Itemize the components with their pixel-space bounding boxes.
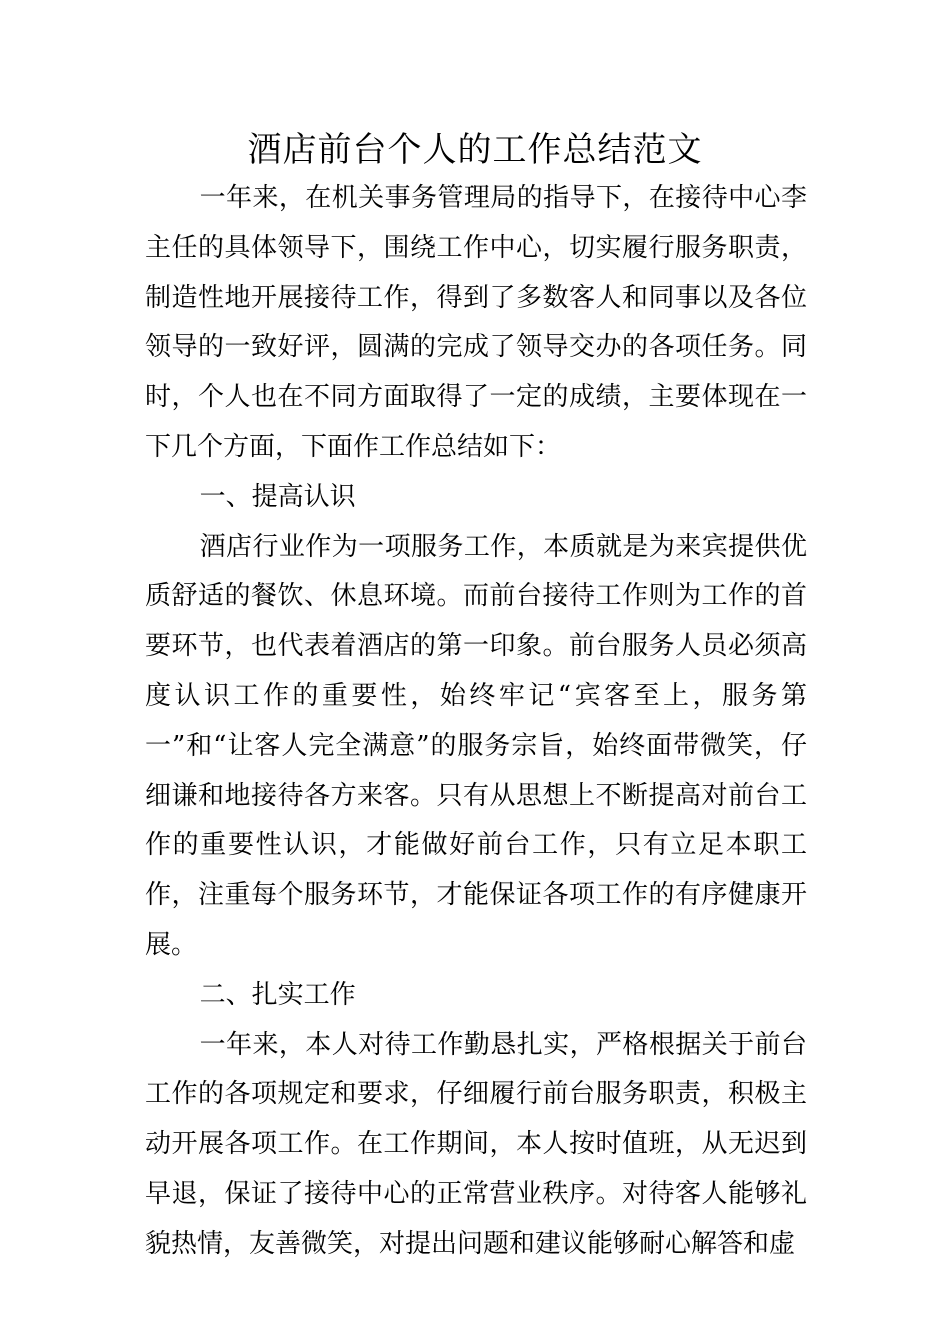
paragraph-intro: 一年来，在机关事务管理局的指导下，在接待中心李主任的具体领导下，围绕工作中心，切实履行服务职责，制造性地开展接待工作，得到了多数客人和同事以及各位领导的一致好评，圆满的完成了领导交办的各项任务。同时，个人也在不同方面取得了一定的成绩，主要体现在一下几个方面，下面作工作总结如下：	[145, 183, 807, 462]
paragraph-section-1: 酒店行业作为一项服务工作，本质就是为来宾提供优质舒适的餐饮、休息环境。而前台接待工作则为工作的首要环节，也代表着酒店的第一印象。前台服务人员必须高度认识工作的重要性，始终牢记“宾客至上，服务第一”和“让客人完全满意”的服务宗旨，始终面带微笑，仔细谦和地接待各方来客。只有从思想上不断提高对前台工作的重要性认识，才能做好前台工作，只有立足本职工作，注重每个服务环节，才能保证各项工作的有序健康开展。	[145, 531, 807, 960]
section-heading-2: 二、扎实工作	[199, 979, 356, 1010]
document-title: 酒店前台个人的工作总结范文	[247, 130, 703, 170]
section-heading-1: 一、提高认识	[199, 481, 356, 512]
paragraph-section-2: 一年来，本人对待工作勤恳扎实，严格根据关于前台工作的各项规定和要求，仔细履行前台服务职责，积极主动开展各项工作。在工作期间，本人按时值班，从无迟到早退，保证了接待中心的正常营业秩序。对待客人能够礼貌热情，友善微笑，对提出问题和建议能够耐心解答和虚	[145, 1029, 807, 1259]
document-body	[145, 174, 807, 1270]
